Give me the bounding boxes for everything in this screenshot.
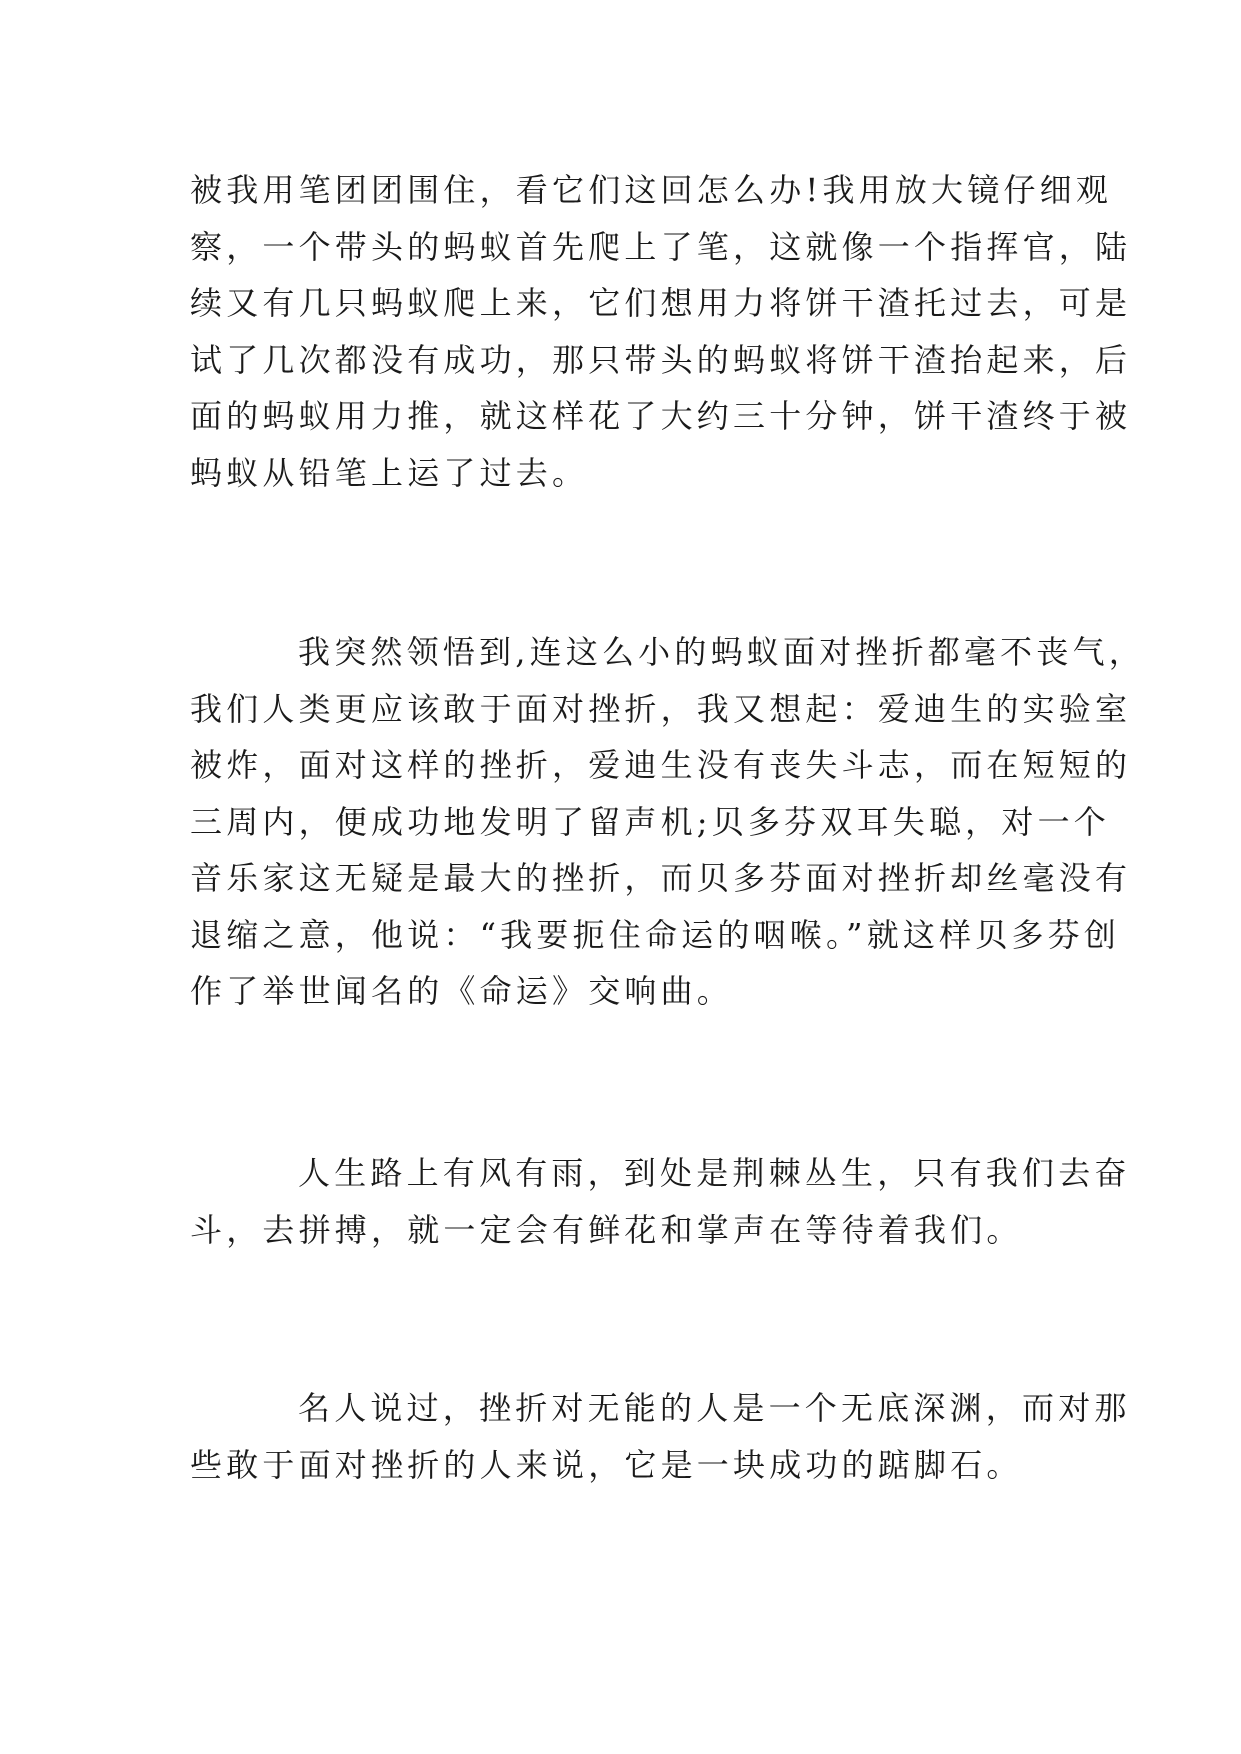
text-line: 人生路上有风有雨，到处是荆棘丛生，只有我们去奋 [298,1154,1131,1192]
paragraph-life-road [190,1145,1131,1258]
text-line: 被我用笔团团围住，看它们这回怎么办!我用放大镜仔细观 [190,171,1113,209]
text-line: 名人说过，挫折对无能的人是一个无底深渊，而对那 [298,1389,1131,1427]
text-line: 面的蚂蚁用力推，就这样花了大约三十分钟，饼干渣终于被 [190,397,1132,435]
text-line: 我突然领悟到,连这么小的蚂蚁面对挫折都毫不丧气， [298,633,1145,671]
text-line: 些敢于面对挫折的人来说，它是一块成功的踮脚石。 [190,1445,1023,1484]
text-line: 音乐家这无疑是最大的挫折，而贝多芬面对挫折却丝毫没有 [190,859,1132,897]
text-line: 察，一个带头的蚂蚁首先爬上了笔，这就像一个指挥官，陆 [190,227,1132,266]
text-line: 我们人类更应该敢于面对挫折，我又想起：爱迪生的实验室 [190,689,1132,728]
text-line: 作了举世闻名的《命运》交响曲。 [190,972,734,1010]
text-line: 被炸，面对这样的挫折，爱迪生没有丧失斗志，而在短短的 [190,746,1132,784]
paragraph-ant-observation [190,162,1132,501]
text-line: 三周内，便成功地发明了留声机;贝多芬双耳失聪，对一个 [190,802,1110,841]
paragraph-famous-saying [190,1380,1131,1493]
text-line: 试了几次都没有成功，那只带头的蚂蚁将饼干渣抬起来，后 [190,340,1132,379]
text-line: 退缩之意，他说：“我要扼住命运的咽喉。”就这样贝多芬创 [190,915,1121,954]
text-line: 斗，去拼搏，就一定会有鲜花和掌声在等待着我们。 [190,1210,1023,1249]
text-line: 蚂蚁从铅笔上运了过去。 [190,453,589,492]
paragraph-realization [190,624,1145,1020]
text-line: 续又有几只蚂蚁爬上来，它们想用力将饼干渣托过去，可是 [190,284,1132,322]
